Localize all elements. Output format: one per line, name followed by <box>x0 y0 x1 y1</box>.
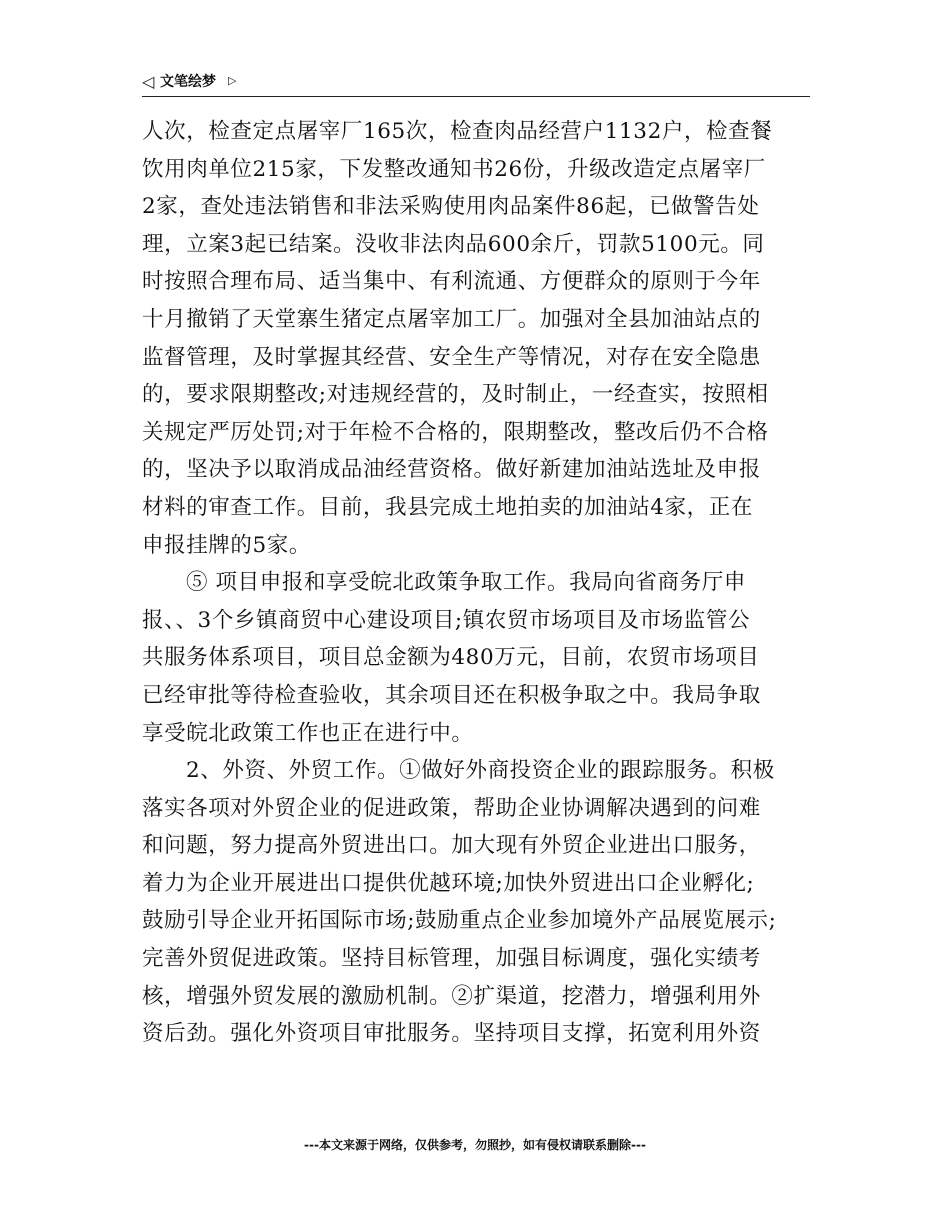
triangle-left-icon: ◁ <box>142 72 155 91</box>
page-footer: ---本文来源于网络，仅供参考，勿照抄，如有侵权请联系删除--- <box>304 1138 646 1152</box>
text-line: 报、、3个乡镇商贸中心建设项目;镇农贸市场项目及市场监管公 <box>142 607 751 633</box>
text-line: 完善外贸促进政策。坚持目标管理，加强目标调度，强化实绩考 <box>142 946 761 972</box>
text-line: 十月撤销了天堂寨生猪定点屠宰加工厂。加强对全县加油站点的 <box>142 306 761 332</box>
text-line: 2、外资、外贸工作。①做好外商投资企业的跟踪服务。积极 <box>186 758 775 784</box>
paragraph-2 <box>142 564 812 752</box>
text-line: 已经审批等待检查验收，其余项目还在积极争取之中。我局争取 <box>142 682 761 708</box>
text-line: 时按照合理布局、适当集中、有利流通、方便群众的原则于今年 <box>142 269 761 295</box>
text-line: 人次，检查定点屠宰厂165次，检查肉品经营户1132户，检查餐 <box>142 119 773 144</box>
triangle-right-icon: ▷ <box>228 74 237 87</box>
paragraph-1 <box>142 113 812 564</box>
text-line: ⑤ 项目申报和享受皖北政策争取工作。我局向省商务厅申 <box>186 570 746 596</box>
text-line: 和问题，努力提高外贸进出口。加大现有外贸企业进出口服务， <box>142 833 761 859</box>
document-body <box>142 113 812 1053</box>
page-header <box>142 70 810 97</box>
text-line: 的，坚决予以取消成品油经营资格。做好新建加油站选址及申报 <box>142 457 761 483</box>
text-line: 核，增强外贸发展的激励机制。②扩渠道，挖潜力，增强利用外 <box>142 983 761 1009</box>
text-line: 理，立案3起已结案。没收非法肉品600余斤，罚款5100元。同 <box>142 231 765 257</box>
text-line: 鼓励引导企业开拓国际市场;鼓励重点企业参加境外产品展览展示; <box>142 908 777 934</box>
paragraph-3 <box>142 752 812 1053</box>
text-line: 申报挂牌的5家。 <box>142 532 311 558</box>
text-line: 饮用肉单位215家，下发整改通知书26份，升级改造定点屠宰厂 <box>142 156 766 182</box>
text-line: 资后劲。强化外资项目审批服务。坚持项目支撑，拓宽利用外资 <box>142 1021 761 1047</box>
text-line: 着力为企业开展进出口提供优越环境;加快外贸进出口企业孵化; <box>142 870 755 896</box>
text-line: 材料的审查工作。目前，我县完成土地拍卖的加油站4家，正在 <box>142 494 753 520</box>
text-line: 享受皖北政策工作也正在进行中。 <box>142 720 474 746</box>
text-line: 关规定严厉处罚;对于年检不合格的，限期整改，整改后仍不合格 <box>142 419 769 445</box>
text-line: 监督管理，及时掌握其经营、安全生产等情况，对存在安全隐患 <box>142 344 761 370</box>
text-line: 2家，查处违法销售和非法采购使用肉品案件86起，已做警告处 <box>142 194 760 220</box>
text-line: 落实各项对外贸企业的促进政策，帮助企业协调解决遇到的问难 <box>142 795 761 821</box>
text-line: 的，要求限期整改;对违规经营的，及时制止，一经查实，按照相 <box>142 382 769 408</box>
header-title: 文笔绘梦 <box>160 74 216 90</box>
text-line: 共服务体系项目，项目总金额为480万元，目前，农贸市场项目 <box>142 645 760 671</box>
